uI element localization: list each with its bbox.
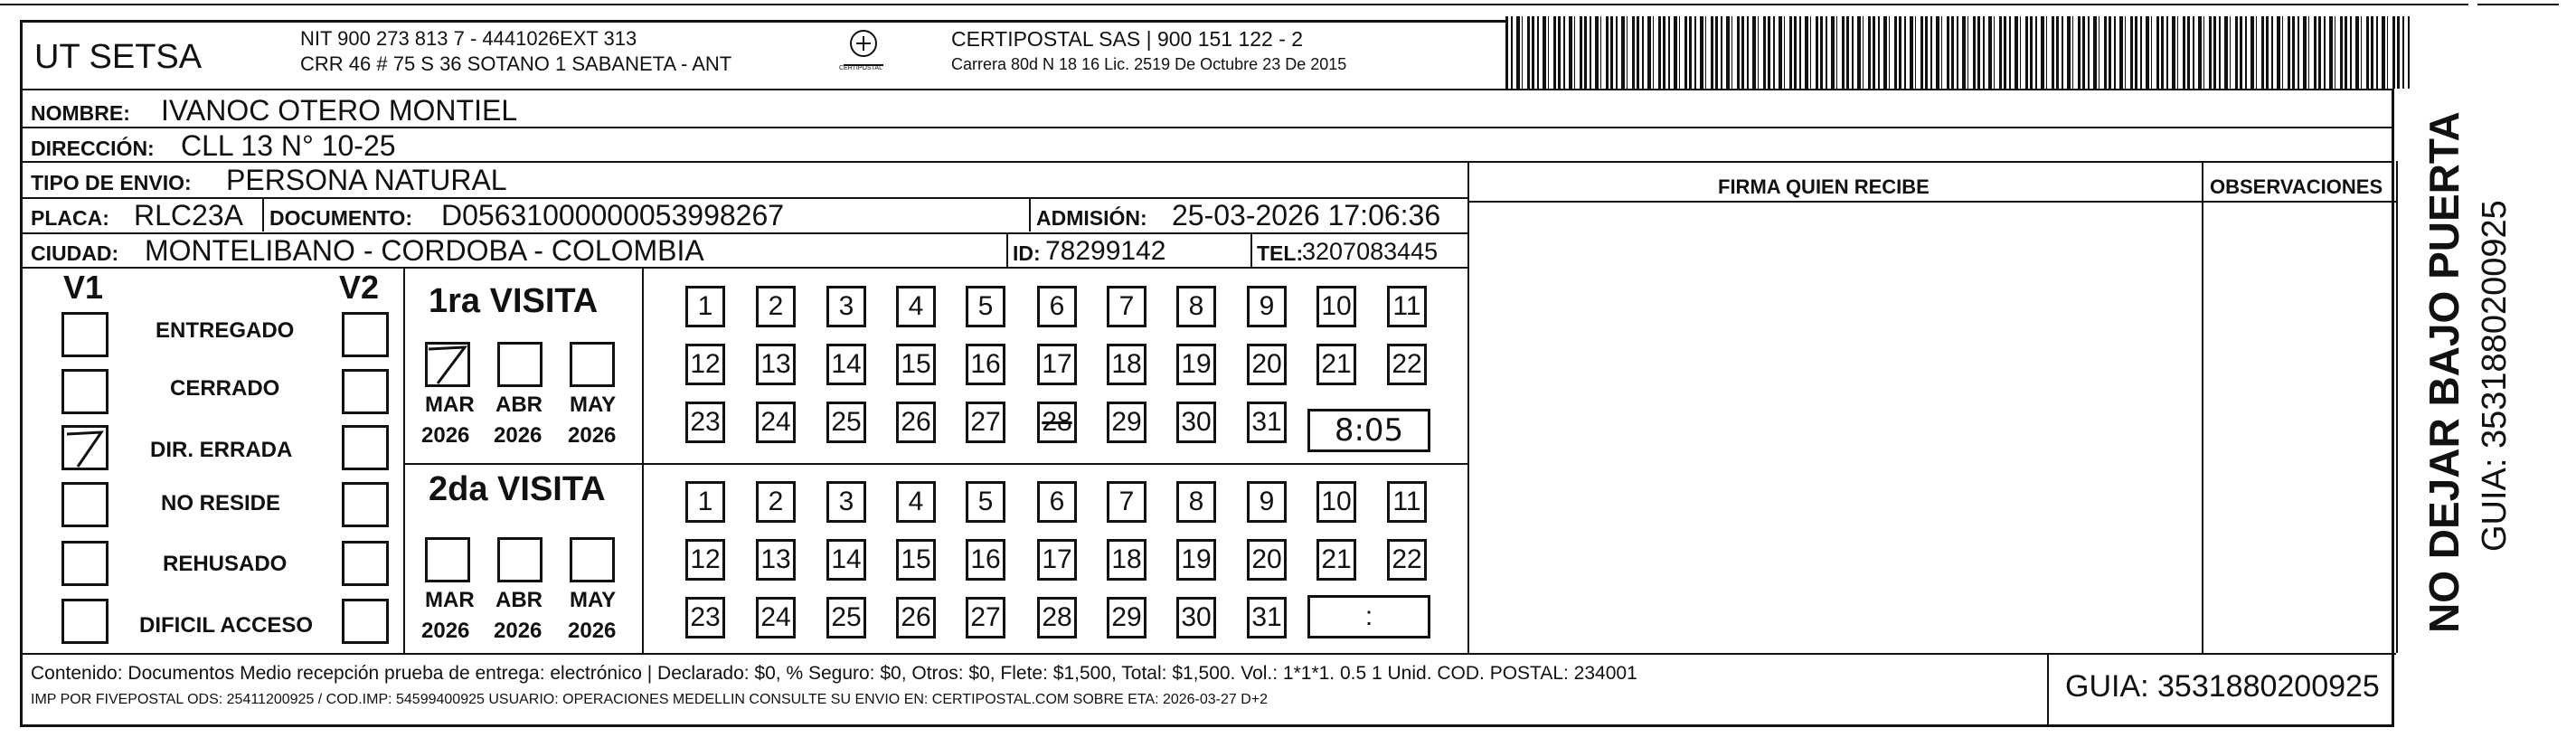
ciudad-label: CIUDAD:: [31, 241, 119, 265]
first-visit-day-21[interactable]: 21: [1316, 344, 1356, 385]
id-label: ID:: [1013, 241, 1041, 265]
first-visit-day-7[interactable]: 7: [1107, 286, 1146, 327]
id-value: 78299142: [1045, 236, 1166, 266]
status-cerrado: CERRADO: [170, 376, 280, 401]
second-visit-day-6[interactable]: 6: [1037, 481, 1077, 523]
status-rehusado: REHUSADO: [163, 552, 288, 576]
cell-divider: [1029, 197, 1031, 232]
second-visit-day-1[interactable]: 1: [685, 481, 725, 523]
second-visit-day-7[interactable]: 7: [1107, 481, 1146, 523]
tipo-label: TIPO DE ENVIO:: [31, 171, 192, 194]
first-visit-day-9[interactable]: 9: [1247, 286, 1287, 327]
month-label: MAY: [570, 392, 617, 417]
direccion-label: DIRECCIÓN:: [31, 137, 155, 160]
first-visit-day-24[interactable]: 24: [756, 402, 796, 443]
first-visit-day-4[interactable]: 4: [896, 286, 936, 327]
first-visit-day-8[interactable]: 8: [1176, 286, 1216, 327]
first-visit-day-1[interactable]: 1: [685, 286, 725, 327]
second-visit-day-28[interactable]: 28: [1037, 597, 1077, 638]
month-label: MAY: [570, 588, 617, 612]
v1-checkbox-rehusado[interactable]: [61, 541, 109, 586]
first-visit-day-20[interactable]: 20: [1247, 344, 1287, 385]
second-visit-day-4[interactable]: 4: [896, 481, 936, 523]
company-name: UT SETSA: [34, 38, 203, 76]
first-visit-day-14[interactable]: 14: [826, 344, 866, 385]
top-rule-right: [2477, 4, 2559, 5]
first-visit-day-30[interactable]: 30: [1176, 402, 1216, 443]
v2-checkbox-dificil-acceso[interactable]: [342, 599, 389, 644]
logo-text: CERTIPOSTAL: [839, 65, 882, 71]
second-visit-day-15[interactable]: 15: [896, 539, 936, 581]
column-header-line: [1467, 201, 2396, 203]
obs-right-border: [2396, 161, 2398, 653]
first-visit-day-18[interactable]: 18: [1107, 344, 1146, 385]
month-label: ABR: [495, 588, 543, 612]
v1-checkbox-entregado[interactable]: [61, 312, 109, 357]
v2-checkbox-cerrado[interactable]: [342, 369, 389, 414]
first-visit-day-19[interactable]: 19: [1176, 344, 1216, 385]
handwritten-check-mark: [425, 342, 470, 387]
first-visit-day-29[interactable]: 29: [1107, 402, 1146, 443]
v1-checkbox-dificil-acceso[interactable]: [61, 599, 109, 644]
second-visit-day-22[interactable]: 22: [1387, 539, 1427, 581]
second-visit-day-13[interactable]: 13: [756, 539, 796, 581]
direccion-value: CLL 13 N° 10-25: [181, 129, 396, 162]
year-label: 2026: [568, 423, 617, 448]
cell-divider: [1006, 232, 1008, 267]
side-warning: NO DEJAR BAJO PUERTA: [2420, 111, 2467, 633]
second-visit-day-27[interactable]: 27: [966, 597, 1005, 638]
v2-label: V2: [339, 269, 380, 306]
footer-top-line: [22, 653, 2396, 655]
top-rule: [0, 4, 2468, 5]
second-visit-month-mar[interactable]: [425, 537, 470, 582]
v2-checkbox-no-reside[interactable]: [342, 482, 389, 527]
v2-checkbox-entregado[interactable]: [342, 312, 389, 357]
firma-left-border: [1467, 161, 1469, 653]
month-label: ABR: [495, 392, 543, 417]
first-visit-day-27[interactable]: 27: [966, 402, 1005, 443]
cell-divider: [1250, 232, 1252, 267]
second-visit-day-29[interactable]: 29: [1107, 597, 1146, 638]
visit-divider: [403, 463, 1467, 465]
v1-checkbox-cerrado[interactable]: [61, 369, 109, 414]
second-visit-day-18[interactable]: 18: [1107, 539, 1146, 581]
second-visit-title: 2da VISITA: [429, 470, 606, 508]
documento-label: DOCUMENTO:: [269, 206, 413, 230]
tel-value: 3207083445: [1302, 238, 1439, 265]
second-visit-day-16[interactable]: 16: [966, 539, 1005, 581]
first-visit-day-5[interactable]: 5: [966, 286, 1005, 327]
v1-label: V1: [63, 269, 104, 306]
second-visit-day-25[interactable]: 25: [826, 597, 866, 638]
admision-label: ADMISIÓN:: [1036, 206, 1147, 230]
first-visit-month-may[interactable]: [570, 342, 615, 387]
documento-value: D05631000000053998267: [441, 199, 785, 232]
second-visit-day-11[interactable]: 11: [1387, 481, 1427, 523]
month-label: MAR: [425, 588, 475, 612]
second-visit-day-31[interactable]: 31: [1247, 597, 1287, 638]
second-visit-day-9[interactable]: 9: [1247, 481, 1287, 523]
first-visit-title: 1ra VISITA: [429, 282, 599, 320]
v2-checkbox-rehusado[interactable]: [342, 541, 389, 586]
footer-content-line: Contenido: Documentos Medio recepción prueba de entrega: electrónico | Declarado: $0, % Seguro: $0, Otros: $0, Flete: $1,500, Total: $1,500. Vol.: 1*1*1. 0.5 1 Unid. COD. POSTAL: 234001: [31, 663, 1637, 684]
handwritten-check-mark: [61, 425, 109, 470]
v2-checkbox-dir-errada[interactable]: [342, 425, 389, 470]
first-visit-day-6[interactable]: 6: [1037, 286, 1077, 327]
first-visit-day-25[interactable]: 25: [826, 402, 866, 443]
status-dificil-acceso: DIFICIL ACCESO: [139, 613, 314, 638]
row-line: [22, 267, 1468, 269]
month-label: MAR: [425, 392, 475, 417]
first-visit-day-11[interactable]: 11: [1387, 286, 1427, 327]
first-visit-time[interactable]: 8:05: [1307, 409, 1430, 452]
months-divider: [642, 267, 644, 653]
row-line: [22, 161, 2392, 163]
second-visit-time[interactable]: :: [1307, 595, 1430, 638]
second-visit-day-3[interactable]: 3: [826, 481, 866, 523]
second-visit-month-may[interactable]: [570, 537, 615, 582]
first-visit-day-2[interactable]: 2: [756, 286, 796, 327]
second-visit-day-5[interactable]: 5: [966, 481, 1005, 523]
second-visit-day-23[interactable]: 23: [685, 597, 725, 638]
first-visit-day-3[interactable]: 3: [826, 286, 866, 327]
second-visit-day-12[interactable]: 12: [685, 539, 725, 581]
year-label: 2026: [494, 619, 543, 643]
ciudad-value: MONTELIBANO - CORDOBA - COLOMBIA: [145, 234, 704, 267]
second-visit-day-24[interactable]: 24: [756, 597, 796, 638]
certipostal-line: CERTIPOSTAL SAS | 900 151 122 - 2: [951, 27, 1304, 51]
barcode: [1505, 16, 2410, 89]
second-visit-day-17[interactable]: 17: [1037, 539, 1077, 581]
first-visit-month-mar[interactable]: [425, 342, 470, 387]
nit-line: NIT 900 273 813 7 - 4441026EXT 313: [300, 27, 637, 50]
first-visit-day-15[interactable]: 15: [896, 344, 936, 385]
year-label: 2026: [568, 619, 617, 643]
second-visit-month-abr[interactable]: [497, 537, 543, 582]
status-entregado: ENTREGADO: [156, 318, 295, 343]
first-visit-day-22[interactable]: 22: [1387, 344, 1427, 385]
year-label: 2026: [421, 423, 470, 448]
admision-value: 25-03-2026 17:06:36: [1172, 199, 1441, 232]
second-visit-day-30[interactable]: 30: [1176, 597, 1216, 638]
year-label: 2026: [421, 619, 470, 643]
side-guia: GUIA: 3531880200925: [2476, 200, 2514, 552]
tipo-value: PERSONA NATURAL: [226, 164, 507, 196]
second-visit-day-2[interactable]: 2: [756, 481, 796, 523]
first-visit-month-abr[interactable]: [497, 342, 543, 387]
header-divider: [22, 89, 2392, 90]
footer-imp-line: IMP POR FIVEPOSTAL ODS: 25411200925 / COD.IMP: 54599400925 USUARIO: OPERACIONES MEDELLIN CONSULTE SU ENVIO EN: CERTIPOSTAL.COM SOBRE ETA: 2026-03-27 D+2: [31, 692, 1269, 707]
year-label: 2026: [494, 423, 543, 448]
second-visit-day-8[interactable]: 8: [1176, 481, 1216, 523]
first-visit-day-10[interactable]: 10: [1316, 286, 1356, 327]
first-visit-day-23[interactable]: 23: [685, 402, 725, 443]
license-line: Carrera 80d N 18 16 Lic. 2519 De Octubre 23 De 2015: [951, 55, 1347, 73]
status-dir-errada: DIR. ERRADA: [150, 438, 293, 462]
first-visit-day-12[interactable]: 12: [685, 344, 725, 385]
second-visit-day-10[interactable]: 10: [1316, 481, 1356, 523]
nombre-label: NOMBRE:: [31, 101, 130, 125]
status-no-reside: NO RESIDE: [161, 491, 281, 515]
tel-label: TEL:: [1257, 241, 1304, 265]
row-line: [22, 127, 2392, 128]
first-visit-day-28[interactable]: 28: [1037, 402, 1077, 443]
second-visit-day-20[interactable]: 20: [1247, 539, 1287, 581]
first-visit-day-17[interactable]: 17: [1037, 344, 1077, 385]
second-visit-day-21[interactable]: 21: [1316, 539, 1356, 581]
cell-divider: [262, 197, 264, 232]
address-line: CRR 46 # 75 S 36 SOTANO 1 SABANETA - ANT: [300, 52, 732, 75]
first-visit-day-13[interactable]: 13: [756, 344, 796, 385]
v1-checkbox-dir-errada[interactable]: [61, 425, 109, 470]
placa-label: PLACA:: [31, 206, 109, 230]
v1-checkbox-no-reside[interactable]: [61, 482, 109, 527]
first-visit-day-16[interactable]: 16: [966, 344, 1005, 385]
observaciones-header: OBSERVACIONES: [2210, 175, 2383, 198]
footer-divider: [2047, 653, 2049, 725]
visits-left-border: [403, 267, 405, 653]
footer-guia: GUIA: 3531880200925: [2065, 669, 2380, 704]
firma-header: FIRMA QUIEN RECIBE: [1718, 175, 1930, 198]
first-visit-day-26[interactable]: 26: [896, 402, 936, 443]
second-visit-day-14[interactable]: 14: [826, 539, 866, 581]
second-visit-day-19[interactable]: 19: [1176, 539, 1216, 581]
placa-value: RLC23A: [134, 199, 243, 232]
second-visit-day-26[interactable]: 26: [896, 597, 936, 638]
obs-left-border: [2202, 161, 2203, 653]
nombre-value: IVANOC OTERO MONTIEL: [161, 94, 518, 127]
first-visit-day-31[interactable]: 31: [1247, 402, 1287, 443]
